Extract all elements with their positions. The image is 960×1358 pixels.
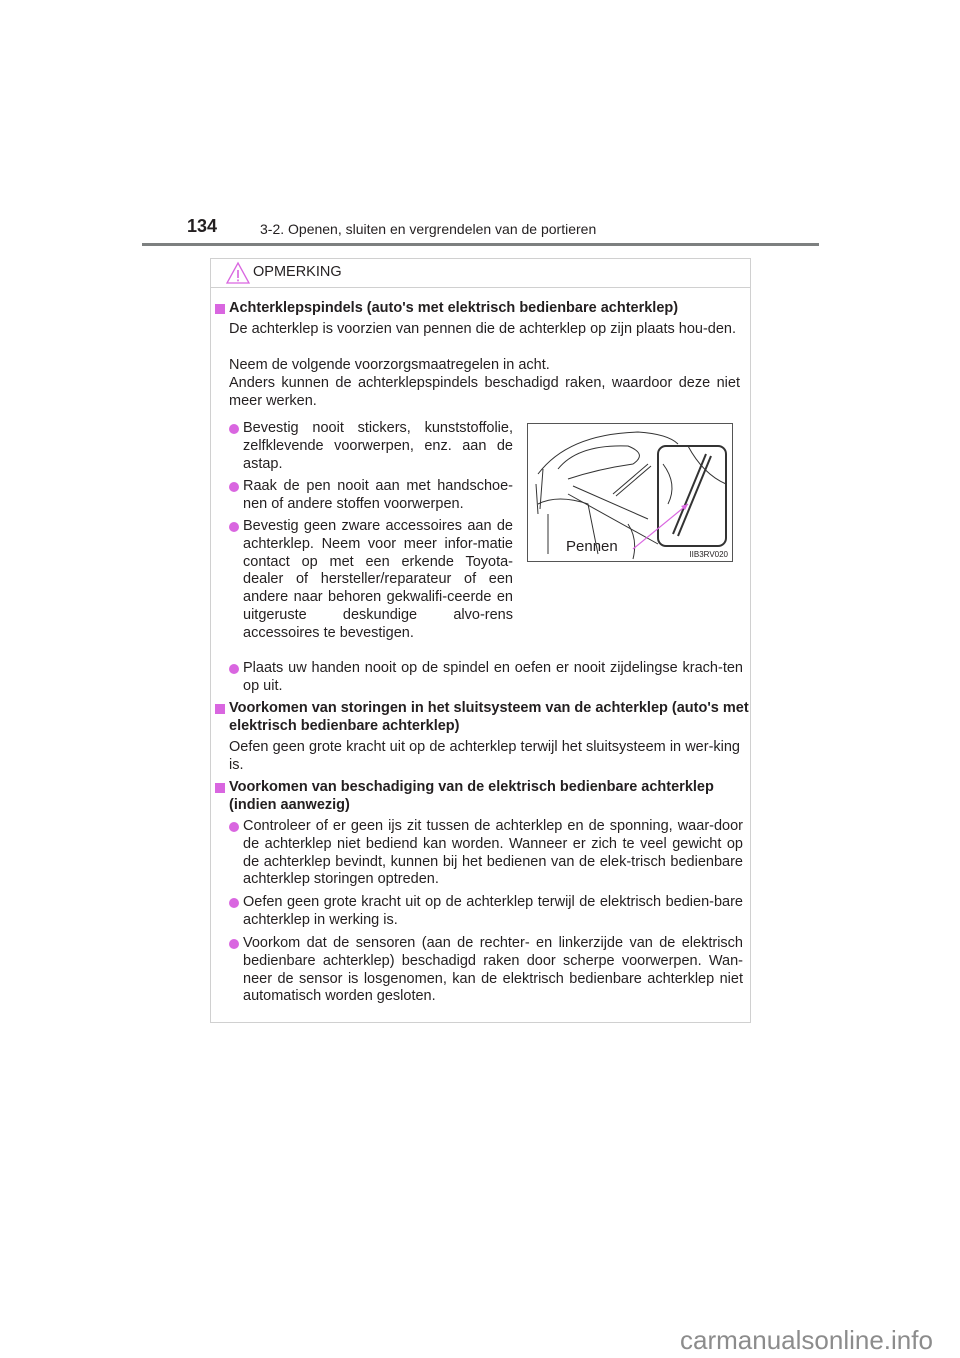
warning-icon — [225, 261, 251, 285]
bullet-text: Controleer of er geen ijs zit tussen de achterklep en de sponning, waar-door de achterklep niet bediend kan worden. Wanneer er zich te veel gewicht op de achterklep bevindt, kunnen bij het bedienen van de elek-trisch bedienbare achterklep storingen optreden. — [243, 818, 743, 888]
figure-code: IIB3RV020 — [689, 550, 728, 559]
bullet-item — [229, 420, 513, 473]
notice-title: OPMERKING — [253, 264, 342, 280]
tailgate-drawing — [528, 424, 732, 561]
page-number: 134 — [187, 216, 218, 236]
tailgate-strut-illustration — [527, 423, 733, 562]
bullet-icon — [229, 898, 239, 908]
notice-box — [210, 258, 751, 1023]
chapter-title: 3-2. Openen, sluiten en vergrendelen van de portieren — [260, 221, 597, 237]
bullet-text: Plaats uw handen nooit op de spindel en oefen er nooit zijdelingse krach-ten op uit. — [243, 660, 743, 694]
heading-text: Voorkomen van storingen in het sluitsysteem van de achterklep (auto's met elektrisch bedienbare achterklep) — [229, 700, 749, 734]
bullet-item — [229, 935, 743, 1006]
bullet-icon — [229, 822, 239, 832]
bullet-item — [229, 478, 513, 514]
notice-header — [211, 259, 750, 288]
figure-label: Pennen — [566, 538, 618, 555]
bullet-text: Oefen geen grote kracht uit op de achterklep terwijl de elektrisch bedien-bare achterklep in werking is. — [243, 894, 743, 928]
paragraph: Anders kunnen de achterklepspindels beschadigd raken, waardoor deze niet meer werken. — [229, 375, 740, 409]
paragraph: Oefen geen grote kracht uit op de achterklep terwijl het sluitsysteem in wer-king is. — [229, 739, 740, 773]
bullet-item — [229, 660, 743, 696]
section-heading — [215, 700, 749, 736]
bullet-item — [229, 518, 513, 643]
paragraph: Neem de volgende voorzorgsmaatregelen in acht. — [229, 357, 550, 373]
bullet-icon — [229, 939, 239, 949]
heading-text: Achterklepspindels (auto's met elektrisch bedienbare achterklep) — [229, 300, 679, 316]
section-heading — [215, 300, 749, 318]
square-bullet-icon — [215, 704, 225, 714]
bullet-icon — [229, 664, 239, 674]
bullet-icon — [229, 522, 239, 532]
square-bullet-icon — [215, 783, 225, 793]
bullet-text: Bevestig nooit stickers, kunststoffolie, zelfklevende voorwerpen, enz. aan de astap. — [243, 420, 513, 472]
heading-text: Voorkomen van beschadiging van de elektrisch bedienbare achterklep (indien aanwezig) — [229, 779, 714, 813]
bullet-item — [229, 818, 743, 889]
bullet-text: Voorkom dat de sensoren (aan de rechter- en linkerzijde van de elektrisch bedienbare achterklep) beschadigd raken door scherpe voorwerpen. Wan-neer de sensor is losgenomen, kan de elektrisch bedienbare achterklep niet automatisch worden gesloten. — [243, 935, 743, 1005]
watermark: carmanualsonline.info — [680, 1325, 933, 1355]
bullet-icon — [229, 482, 239, 492]
paragraph: De achterklep is voorzien van pennen die de achterklep op zijn plaats hou-den. — [229, 321, 737, 337]
section-heading — [215, 779, 749, 815]
bullet-text: Raak de pen nooit aan met handschoe-nen of andere stoffen voorwerpen. — [243, 478, 513, 512]
header-rule — [142, 243, 819, 246]
bullet-icon — [229, 424, 239, 434]
bullet-item — [229, 894, 743, 930]
bullet-text: Bevestig geen zware accessoires aan de achterklep. Neem voor meer infor-matie contact op met een erkende Toyota-dealer of hersteller/reparateur of een andere naar behoren gekwalifi-ceerde en uitgeruste deskundige alvo-rens accessoires te bevestigen. — [243, 518, 513, 641]
square-bullet-icon — [215, 304, 225, 314]
